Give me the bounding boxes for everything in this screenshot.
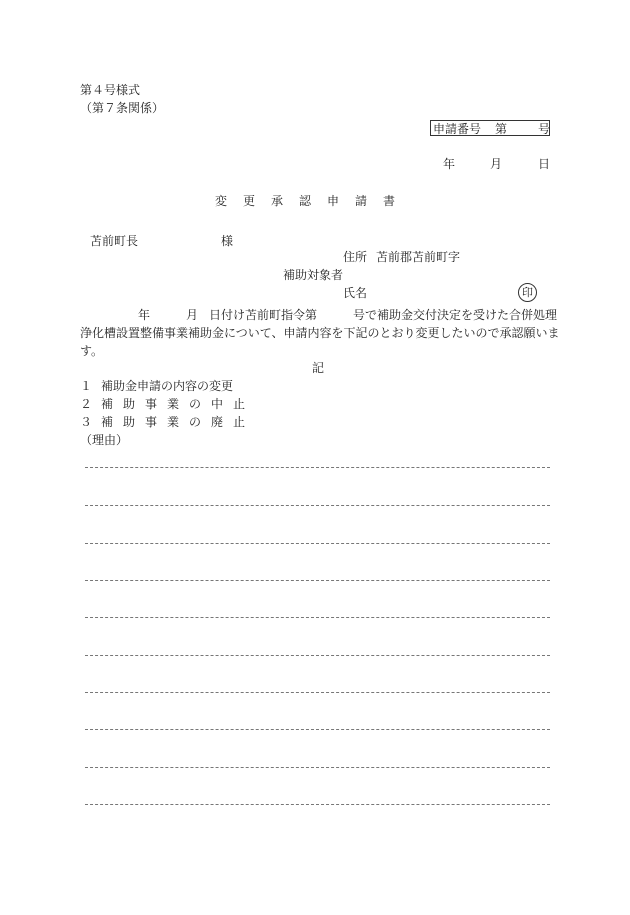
body-month: 月 — [186, 308, 199, 322]
honorific: 様 — [221, 234, 234, 248]
seal-text: 印 — [522, 286, 533, 299]
body-paragraph — [80, 306, 560, 360]
item-number: ３ — [80, 415, 93, 429]
address-label: 住所 — [343, 250, 368, 264]
application-number-box — [430, 120, 550, 136]
date-day: 日 — [538, 157, 551, 171]
item-text: 補助金申請の内容の変更 — [101, 379, 234, 393]
reason-line — [85, 543, 550, 544]
reason-label: （理由） — [80, 433, 129, 447]
item-number: １ — [80, 379, 93, 393]
target-label: 補助対象者 — [283, 268, 344, 282]
list-item — [80, 398, 255, 410]
reason-line — [85, 580, 550, 581]
body-middle: 日付け苫前町指令第 — [209, 308, 318, 322]
application-number-suffix: 号 — [538, 122, 551, 136]
body-line-3: す。 — [80, 344, 104, 358]
reason-line — [85, 655, 550, 656]
application-number-prefix: 第 — [495, 122, 508, 136]
reason-line — [85, 617, 550, 618]
ki-heading: 記 — [312, 361, 325, 375]
reason-line — [85, 467, 550, 468]
body-year: 年 — [138, 308, 151, 322]
date-month: 月 — [490, 157, 503, 171]
reason-line — [85, 804, 550, 805]
document-title: 変更承認申請書 — [215, 194, 412, 208]
article-reference: （第７条関係） — [80, 101, 165, 115]
list-item — [80, 380, 233, 392]
body-end: 号で補助金交付決定を受けた合併処理 — [353, 308, 558, 322]
address-value: 苫前郡苫前町字 — [376, 250, 461, 264]
name-label: 氏名 — [343, 286, 368, 300]
reason-line — [85, 505, 550, 506]
item-text: 補助事業の中止 — [101, 397, 256, 411]
list-item — [80, 416, 255, 428]
seal-mark — [518, 283, 537, 302]
body-line-1 — [80, 306, 558, 324]
item-text: 補助事業の廃止 — [101, 415, 256, 429]
reason-line — [85, 692, 550, 693]
item-number: ２ — [80, 397, 93, 411]
form-number: 第４号様式 — [80, 83, 141, 97]
reason-line — [85, 729, 550, 730]
application-number-label: 申請番号 — [433, 122, 482, 136]
body-line-2: 浄化槽設置整備事業補助金について、申請内容を下記のとおり変更したいので承認願いま — [80, 326, 560, 340]
addressee: 苫前町長 — [90, 234, 139, 248]
date-year: 年 — [443, 157, 456, 171]
reason-line — [85, 767, 550, 768]
